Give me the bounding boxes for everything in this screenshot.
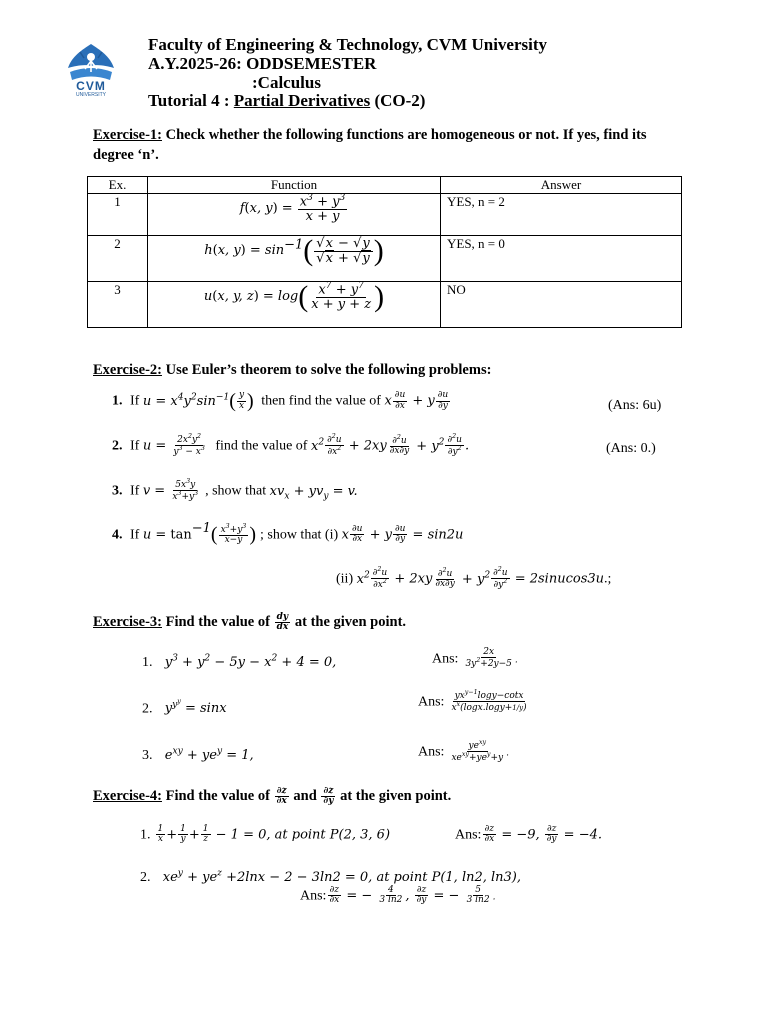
row-answer: NO [441,282,682,328]
table-row [88,236,682,282]
row-answer: YES, n = 2 [441,194,682,236]
header-academic-year: A.Y.2025-26: ODDSEMESTER [148,54,377,73]
table-row [88,282,682,328]
ex4-item-2-answer: Ans: $\frac{\partial z}{\partial x}$ = − $\frac{4}{3 \ln 2}$ , $\frac{\partial z}{\partial y}$ = − $\frac{5}{3 \ln 2}$ . [300,885,496,906]
item-number: 2. [142,701,153,717]
header-tutorial [148,91,425,110]
item-number: 3. [112,483,123,499]
exercise-2-instruction: Use Euler’s theorem to solve the following problems: [161,362,492,378]
ex3-item-1-answer: Ans: $\frac{2x}{3y^2+2y-5}$ . [432,647,518,670]
item-number: 2. [140,870,151,885]
exercise-1-title [93,125,683,165]
ex3-item-1: 1. $y^3 + y^2 - 5y - x^2 + 4 = 0$, [142,653,337,670]
col-header-ex: Ex. [88,177,148,194]
exercise-4-instruction-pre: Find the value of [161,788,274,804]
tutorial-suffix: (CO-2) [370,91,426,110]
row-function: f(x, y) = $\frac{x^3 + y^3}{x + y}$ [148,194,441,236]
answer-label: Ans: [418,694,445,710]
exercise-4-instruction-post: at the given point. [336,788,452,804]
exercise-3-label: Exercise-3: [93,614,162,630]
answer-label: Ans: [418,744,445,760]
exercise-3-instruction-pre: Find the value of [161,614,274,630]
col-header-function: Function [148,177,441,194]
tutorial-prefix: Tutorial 4 : [148,91,234,110]
item-number: 1. [112,393,123,409]
logo-text: CVM [76,79,106,93]
ex2-item-3: 3. If v = $\frac{5x^3y}{x^3+y^3}$ , show that $xv_x + yv_y = v$. [112,478,358,503]
ex3-item-2-answer: Ans: $\frac{yx^{y-1}\log y-\cot x}{x^x(\log x.\log y+1/y)}$ [418,689,527,714]
exercise-4-instruction-mid: and [289,788,321,804]
table-header-row [88,177,682,194]
ex3-item-2: 2. $y^{y^y} = \sin x$ [142,697,227,717]
homogeneity-table [87,176,682,328]
item-number: 2. [112,438,123,454]
answer-label: Ans: [300,888,327,904]
row-answer: YES, n = 0 [441,236,682,282]
row-function: h(x, $y) = \sin^{-1}$( $\frac{√x - √y}{√x + √y}$ ) [148,236,441,282]
exercise-1-instruction: Check whether the following functions are homogeneous or not. If yes, find its degree ‘n’. [93,127,647,163]
exercise-4-title: Exercise-4: Find the value of $\frac{\partial z}{\partial x}$ and $\frac{\partial z}{\partial y}$ at the given point. [93,785,452,807]
ex2-item-4-part-ii: (ii) $x^2$ $\frac{\partial^2u}{\partial x^2}$ + 2xy $\frac{\partial^2u}{\partial x\partial y}$ + $y^2$ $\frac{\partial^2u}{\partial y^2}$ = 2sinucos3u.; [336,566,612,591]
answer-label: Ans: [432,651,459,667]
logo-subtext: UNIVERSITY [75,92,106,98]
item-number: 1. [140,827,151,843]
answer-label: Ans: [455,827,482,843]
ex3-item-3-answer: Ans: $\frac{ye^{xy}}{xe^{xy}+ye^y+y}$ . [418,739,509,764]
col-header-answer: Answer [441,177,682,194]
exercise-3-instruction-post: at the given point. [291,614,407,630]
ex4-item-1-answer: Ans: $\frac{\partial z}{\partial x}$ = −9, $\frac{\partial z}{\partial y}$ = −4. [455,824,602,845]
header-subject: :Calculus [252,73,321,92]
ex2-item-1: 1. If $u = x^4y^2\sin^{-1}$( $\frac{y}{x}$ ) then find the value of x $\frac{\partial u}{\partial x}$ + y $\frac{\partial u}{\partial y}$ [112,390,449,412]
exercise-4-label: Exercise-4: [93,788,162,804]
ex2-item-2-answer: (Ans: 0.) [606,441,656,456]
exercise-2-label: Exercise-2: [93,362,162,378]
row-ex-number: 3 [88,282,148,328]
exercise-2-title [93,360,491,380]
item-number: 3. [142,748,153,763]
exercise-1-label: Exercise-1: [93,127,162,143]
table-row [88,194,682,236]
tutorial-topic: Partial Derivatives [233,91,371,110]
ex4-item-1: 1. $\frac{1}{x}$ + $\frac{1}{y}$ + $\frac{1}{z}$ − 1 = 0, at point P(2, 3, 6) [140,824,391,845]
row-ex-number: 2 [88,236,148,282]
ex2-item-1-answer: (Ans: 6u) [608,398,662,413]
row-function: u(x, y, z) = log( $\frac{x^7 + y^7}{x + y + z}$ ) [148,282,441,328]
item-number: 4. [112,527,123,543]
header-faculty: Faculty of Engineering & Technology, CVM University [148,35,548,54]
university-logo [62,42,120,98]
ex3-item-3: 3. $e^{xy} + ye^y = 1$, [142,746,254,763]
ex2-item-4: 4. If $u = \tan^{-1}$( $\frac{x^3+y^3}{x-y}$ ) ; show that (i) x $\frac{\partial u}{\partial x}$ + y $\frac{\partial u}{\partial y}$ = sin2u [112,521,464,546]
exercise-3-title: Exercise-3: Find the value of $\frac{dy}{dx}$ at the given point. [93,611,407,633]
ex4-item-2: 2. $xe^y + ye^z +2\ln x - 2 - 3\ln 2 = 0$, at point P(1, ln2, ln3), [140,868,522,885]
item-number: 1. [142,655,153,670]
row-ex-number: 1 [88,194,148,236]
ex2-item-2: 2. If u = $\frac{2x^2y^2}{y^3 - x^3}$ find the value of $x^2$ $\frac{\partial^2u}{\partial x^2}$ + 2xy $\frac{\partial^2u}{\partial x\partial y}$ + $y^2$ $\frac{\partial^2u}{\partial y^2}$ . [112,433,470,458]
